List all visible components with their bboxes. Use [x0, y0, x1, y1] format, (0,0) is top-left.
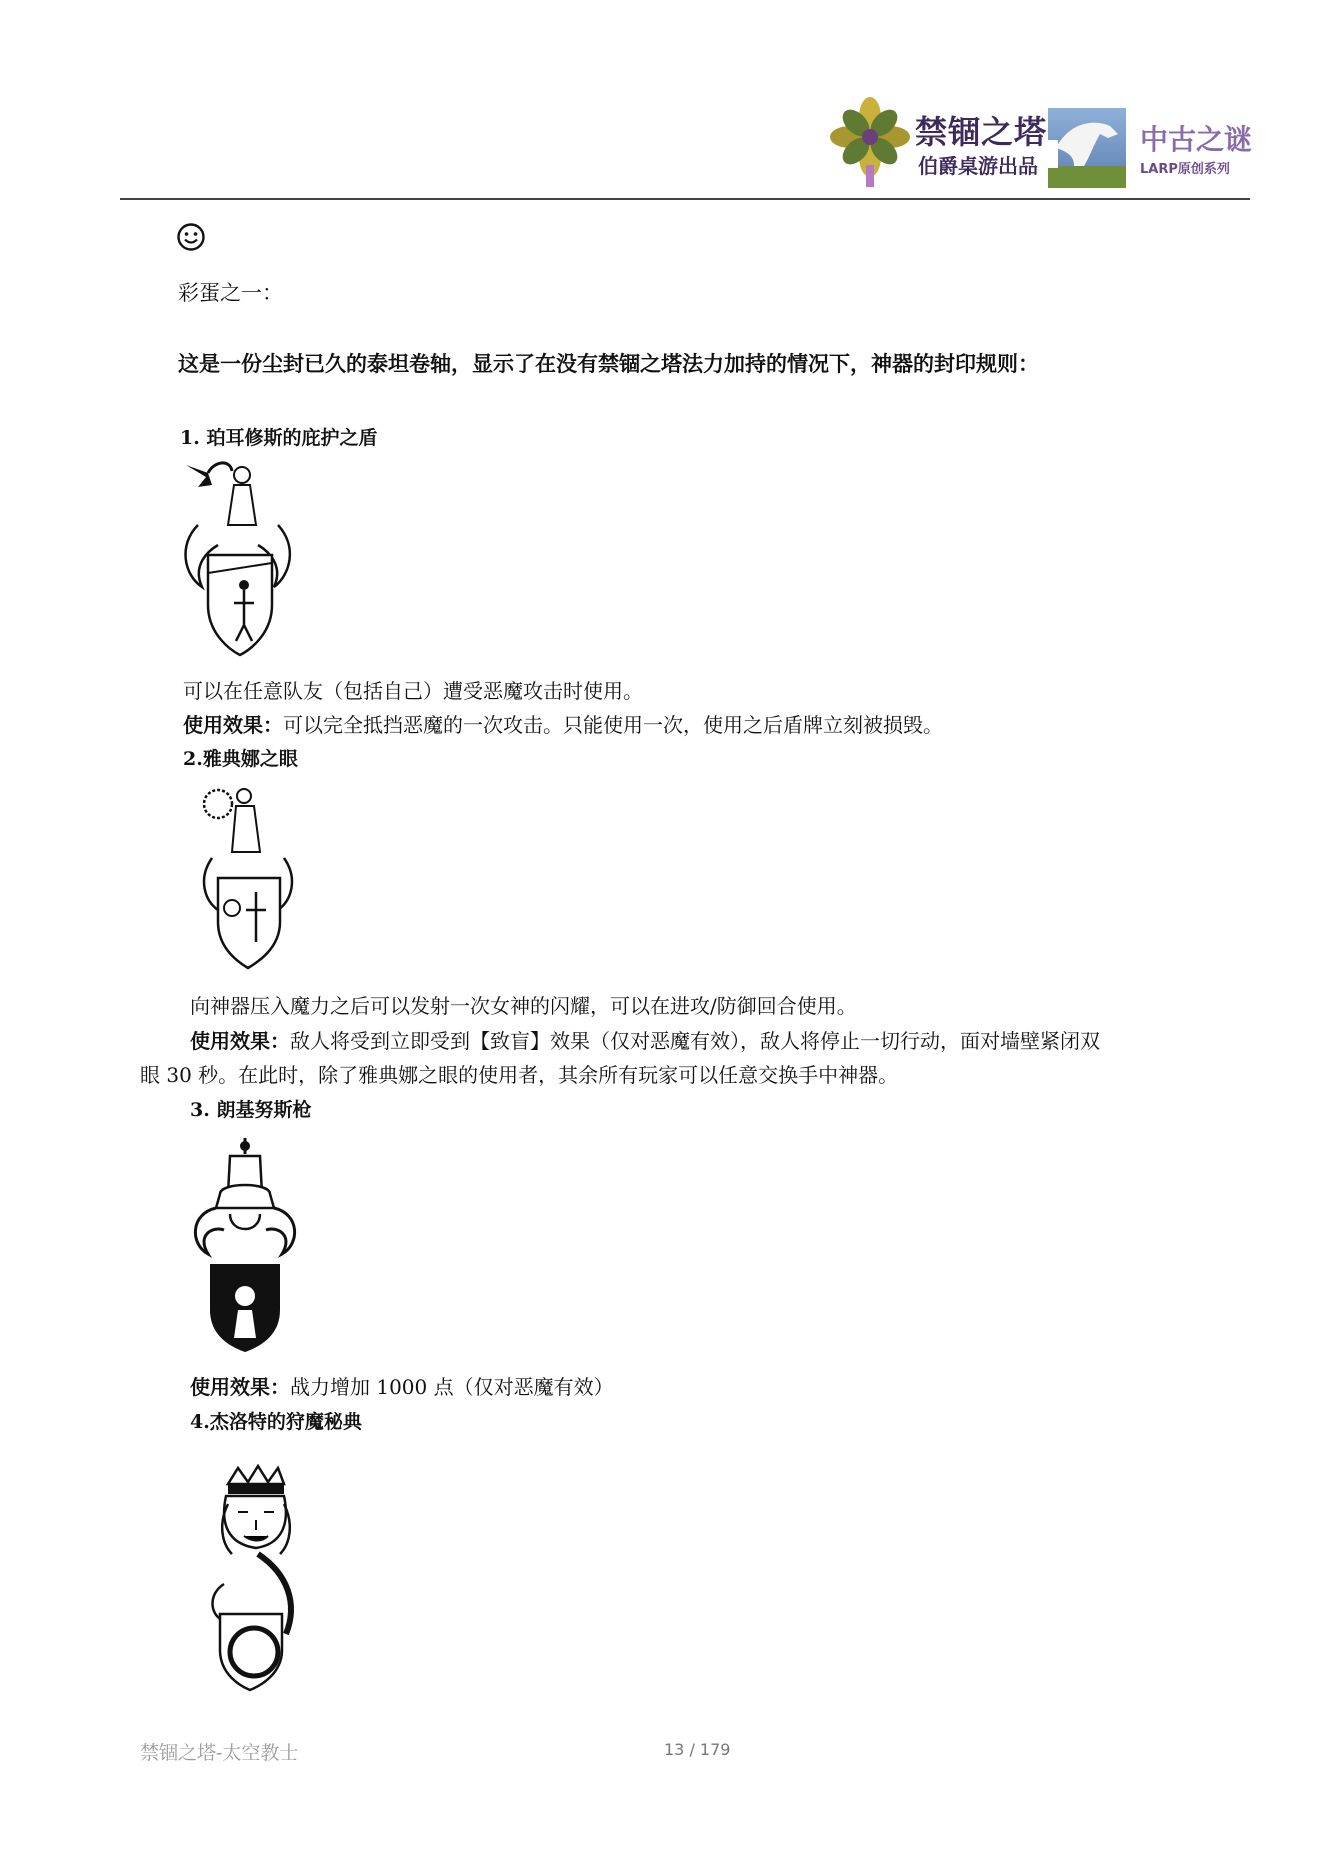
logo-main-text: 禁锢之塔 [915, 113, 1048, 151]
smiley-icon [176, 222, 206, 252]
effect-text: 敌人将受到立即受到【致盲】效果（仅对恶魔有效），敌人将停止一切行动，面对墙壁紧闭双 [290, 1029, 1100, 1053]
artifact-line [190, 1374, 614, 1400]
artifact-title: 1. 珀耳修斯的庇护之盾 [180, 427, 378, 449]
effect-text: 可以完全抵挡恶魔的一次攻击。只能使用一次，使用之后盾牌立刻被损毁。 [283, 713, 943, 737]
effect-text: 可以在任意队友（包括自己）遭受恶魔攻击时使用。 [183, 679, 643, 703]
effect-text: 战力增加 1000 点（仅对恶魔有效） [290, 1375, 614, 1399]
effect-label: 使用效果： [183, 713, 283, 737]
artifact-title: 2.雅典娜之眼 [183, 748, 298, 770]
effect-text: 向神器压入魔力之后可以发射一次女神的闪耀，可以在进攻/防御回合使用。 [190, 994, 857, 1018]
intro-description: 这是一份尘封已久的泰坦卷轴，显示了在没有禁锢之塔法力加持的情况下，神器的封印规则： [178, 352, 1039, 376]
effect-label: 使用效果： [190, 1029, 290, 1053]
artifact-line [190, 993, 857, 1019]
codex-crest-icon [198, 1464, 308, 1694]
athena-crest-icon [198, 782, 298, 972]
logo-right-sub-text: LARP原创系列 [1140, 162, 1230, 177]
artifact-line [183, 678, 643, 704]
horse-logo-icon [1044, 104, 1130, 192]
effect-text: 眼 30 秒。在此时，除了雅典娜之眼的使用者，其余所有玩家可以任意交换手中神器。 [140, 1063, 899, 1087]
artifact-line [140, 1062, 898, 1088]
artifact-title: 3. 朗基努斯枪 [190, 1099, 312, 1121]
effect-label: 使用效果： [190, 1375, 290, 1399]
logo-right-main-text: 中古之谜 [1140, 123, 1253, 156]
artifact-title: 4.杰洛特的狩魔秘典 [190, 1411, 362, 1433]
header-divider [120, 198, 1250, 200]
page-number: 13 / 179 [664, 1740, 731, 1759]
footer-title: 禁锢之塔-太空教士 [140, 1742, 299, 1764]
shield-crest-icon [178, 455, 298, 665]
artifact-line [190, 1028, 1100, 1054]
flower-logo-icon [828, 95, 912, 187]
logo-sub-text: 伯爵桌游出品 [918, 154, 1038, 178]
artifact-line [183, 712, 943, 738]
easter-egg-label: 彩蛋之一： [178, 281, 283, 305]
spear-crest-icon [190, 1134, 300, 1354]
